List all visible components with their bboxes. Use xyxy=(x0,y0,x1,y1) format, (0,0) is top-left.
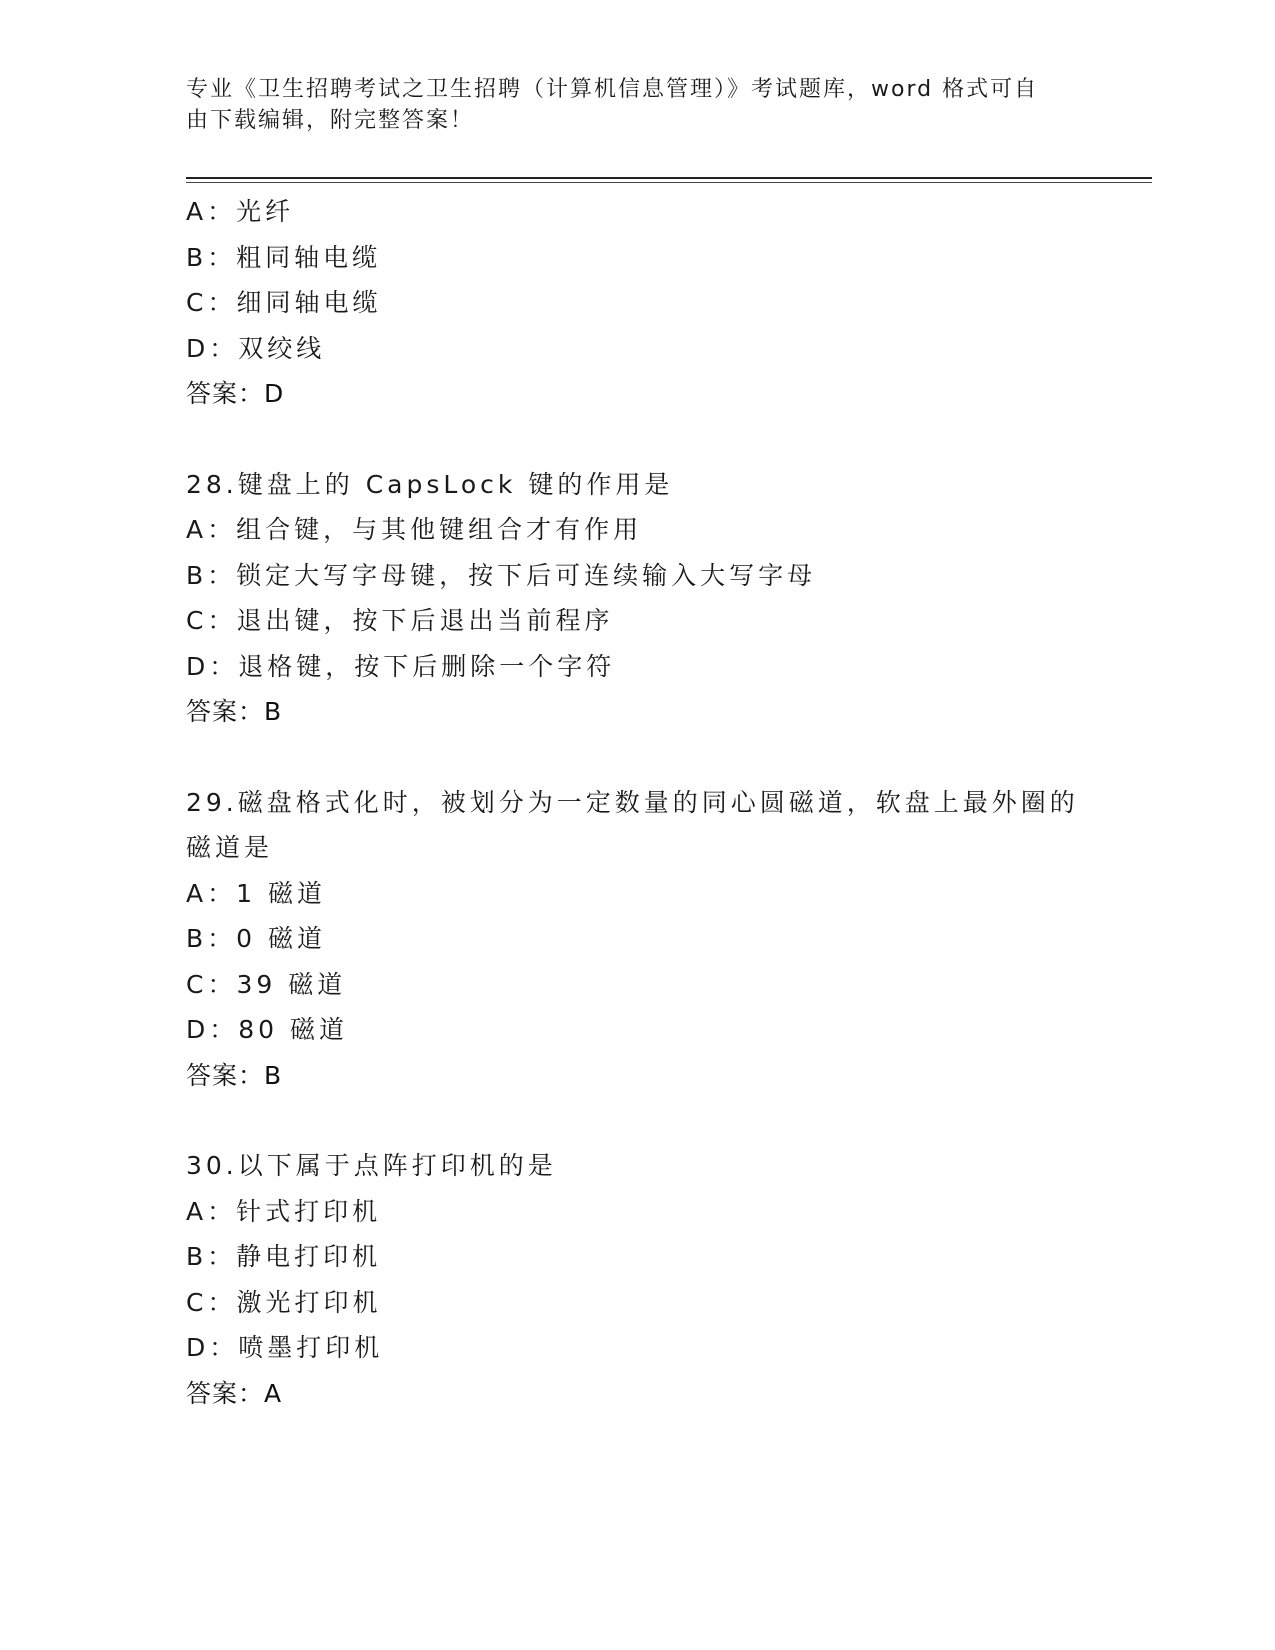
option-d: D：双绞线 xyxy=(186,333,326,363)
option-a: A：1 磁道 xyxy=(186,878,326,908)
option-b: B：锁定大写字母键，按下后可连续输入大写字母 xyxy=(186,560,817,590)
spacer xyxy=(186,735,1086,780)
question-29 xyxy=(186,780,1086,1099)
header-divider-thick xyxy=(186,177,1152,179)
option-c: C：细同轴电缆 xyxy=(186,288,382,317)
question-stem-line-2: 磁道是 xyxy=(186,833,274,862)
answer-line: 答案：B xyxy=(186,697,283,726)
answer-line: 答案：A xyxy=(186,1378,283,1408)
question-stem: 28.键盘上的 CapsLock 键的作用是 xyxy=(186,469,674,499)
option-b: B：静电打印机 xyxy=(186,1242,382,1271)
option-b: B：粗同轴电缆 xyxy=(186,242,382,272)
option-a: A：组合键，与其他键组合才有作用 xyxy=(186,515,643,544)
spacer xyxy=(186,1098,1086,1143)
option-d: D：80 磁道 xyxy=(186,1015,349,1044)
option-d: D：喷墨打印机 xyxy=(186,1333,384,1362)
option-c: C：退出键，按下后退出当前程序 xyxy=(186,606,614,635)
question-stem-line-1: 29.磁盘格式化时，被划分为一定数量的同心圆磁道，软盘上最外圈的 xyxy=(186,787,1079,817)
option-a: A：针式打印机 xyxy=(186,1196,382,1226)
header-line-1: 专业《卫生招聘考试之卫生招聘（计算机信息管理）》考试题库，word 格式可自 xyxy=(186,77,1039,102)
option-c: C：39 磁道 xyxy=(186,969,347,999)
answer-line: 答案：D xyxy=(186,379,285,408)
question-27 xyxy=(186,189,1086,417)
option-c: C：激光打印机 xyxy=(186,1287,382,1317)
header-divider-thin xyxy=(186,182,1152,183)
question-stem: 30.以下属于点阵打印机的是 xyxy=(186,1151,557,1180)
option-a: A：光纤 xyxy=(186,197,295,226)
question-list xyxy=(186,189,1086,1416)
spacer xyxy=(186,417,1086,462)
option-d: D：退格键，按下后删除一个字符 xyxy=(186,651,616,681)
answer-line: 答案：B xyxy=(186,1060,283,1090)
question-28 xyxy=(186,462,1086,735)
question-30 xyxy=(186,1143,1086,1416)
document-header xyxy=(186,74,1066,136)
option-b: B：0 磁道 xyxy=(186,924,327,953)
header-line-2: 由下载编辑，附完整答案！ xyxy=(186,108,475,133)
